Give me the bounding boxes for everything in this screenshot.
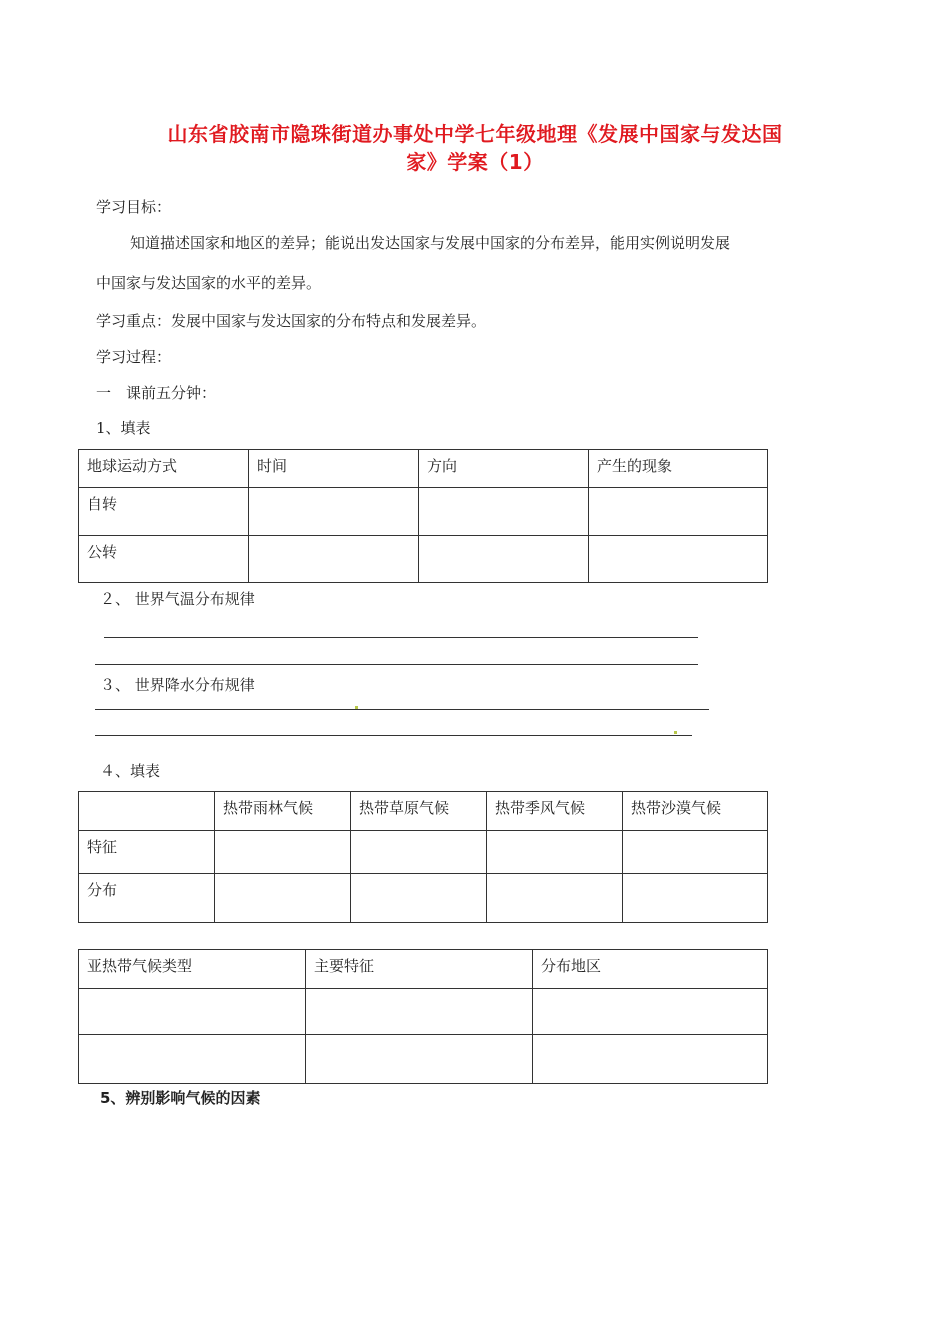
table-row	[79, 536, 768, 583]
item4-label: ４、填表	[100, 762, 161, 780]
table-cell-blank[interactable]	[351, 874, 487, 923]
table-header-cell: 热带季风气候	[487, 792, 623, 831]
table-cell-blank[interactable]	[487, 874, 623, 923]
page-title-line2: 家》学案（1）	[406, 150, 544, 174]
objectives-text-line1: 知道描述国家和地区的差异；能说出发达国家与发展中国家的分布差异，能用实例说明发展	[130, 234, 731, 252]
stray-mark	[355, 706, 358, 709]
table-header-cell: 时间	[249, 450, 419, 488]
item2-label: ２、 世界气温分布规律	[100, 590, 255, 608]
table-cell-blank[interactable]	[215, 874, 351, 923]
table-cell-blank[interactable]	[533, 1035, 768, 1084]
table-cell-blank[interactable]	[79, 1035, 306, 1084]
table-cell: 特征	[79, 831, 215, 874]
item1-label: 1、填表	[96, 419, 151, 437]
table-cell-blank[interactable]	[589, 536, 768, 583]
answer-line[interactable]	[104, 637, 698, 638]
table-header-cell: 亚热带气候类型	[79, 950, 306, 989]
table-cell-blank[interactable]	[487, 831, 623, 874]
table-cell-blank[interactable]	[79, 989, 306, 1035]
subtropical-climate-table	[78, 949, 768, 1084]
table-header-cell: 产生的现象	[589, 450, 768, 488]
table-cell: 自转	[79, 488, 249, 536]
table-cell-blank[interactable]	[623, 874, 768, 923]
item3-label: ３、 世界降水分布规律	[100, 676, 255, 694]
table-cell-blank[interactable]	[215, 831, 351, 874]
table-header-cell: 热带雨林气候	[215, 792, 351, 831]
table-cell-blank[interactable]	[533, 989, 768, 1035]
table-header-cell: 方向	[419, 450, 589, 488]
table-cell-blank[interactable]	[623, 831, 768, 874]
process-label: 学习过程：	[96, 348, 172, 366]
table-cell-blank[interactable]	[306, 989, 533, 1035]
table-row	[79, 1035, 768, 1084]
table-cell-blank[interactable]	[419, 536, 589, 583]
table-header-cell: 地球运动方式	[79, 450, 249, 488]
table-cell: 分布	[79, 874, 215, 923]
table-cell: 公转	[79, 536, 249, 583]
section-one-heading: 一 课前五分钟：	[96, 384, 217, 402]
table-row	[79, 488, 768, 536]
table-header-cell: 分布地区	[533, 950, 768, 989]
table-cell-blank[interactable]	[589, 488, 768, 536]
table-header-cell: 主要特征	[306, 950, 533, 989]
table-cell-blank[interactable]	[249, 536, 419, 583]
table-header-cell	[79, 792, 215, 831]
objectives-text-line2: 中国家与发达国家的水平的差异。	[96, 274, 322, 292]
objectives-label: 学习目标：	[96, 198, 172, 216]
table-cell-blank[interactable]	[249, 488, 419, 536]
table-cell-blank[interactable]	[419, 488, 589, 536]
item5-label: 5、辨别影响气候的因素	[100, 1089, 261, 1107]
table-cell-blank[interactable]	[306, 1035, 533, 1084]
table-cell-blank[interactable]	[351, 831, 487, 874]
table-header-cell: 热带沙漠气候	[623, 792, 768, 831]
table-header-cell: 热带草原气候	[351, 792, 487, 831]
table-row	[79, 831, 768, 874]
answer-line[interactable]	[95, 735, 692, 736]
tropical-climate-table	[78, 791, 768, 923]
earth-motion-table	[78, 449, 768, 583]
focus-text: 学习重点：发展中国家与发达国家的分布特点和发展差异。	[96, 312, 487, 330]
table-row	[79, 874, 768, 923]
answer-line[interactable]	[95, 709, 709, 710]
stray-mark	[674, 731, 677, 734]
table-row	[79, 989, 768, 1035]
page-title-line1: 山东省胶南市隐珠街道办事处中学七年级地理《发展中国家与发达国	[167, 122, 783, 146]
answer-line[interactable]	[95, 664, 698, 665]
